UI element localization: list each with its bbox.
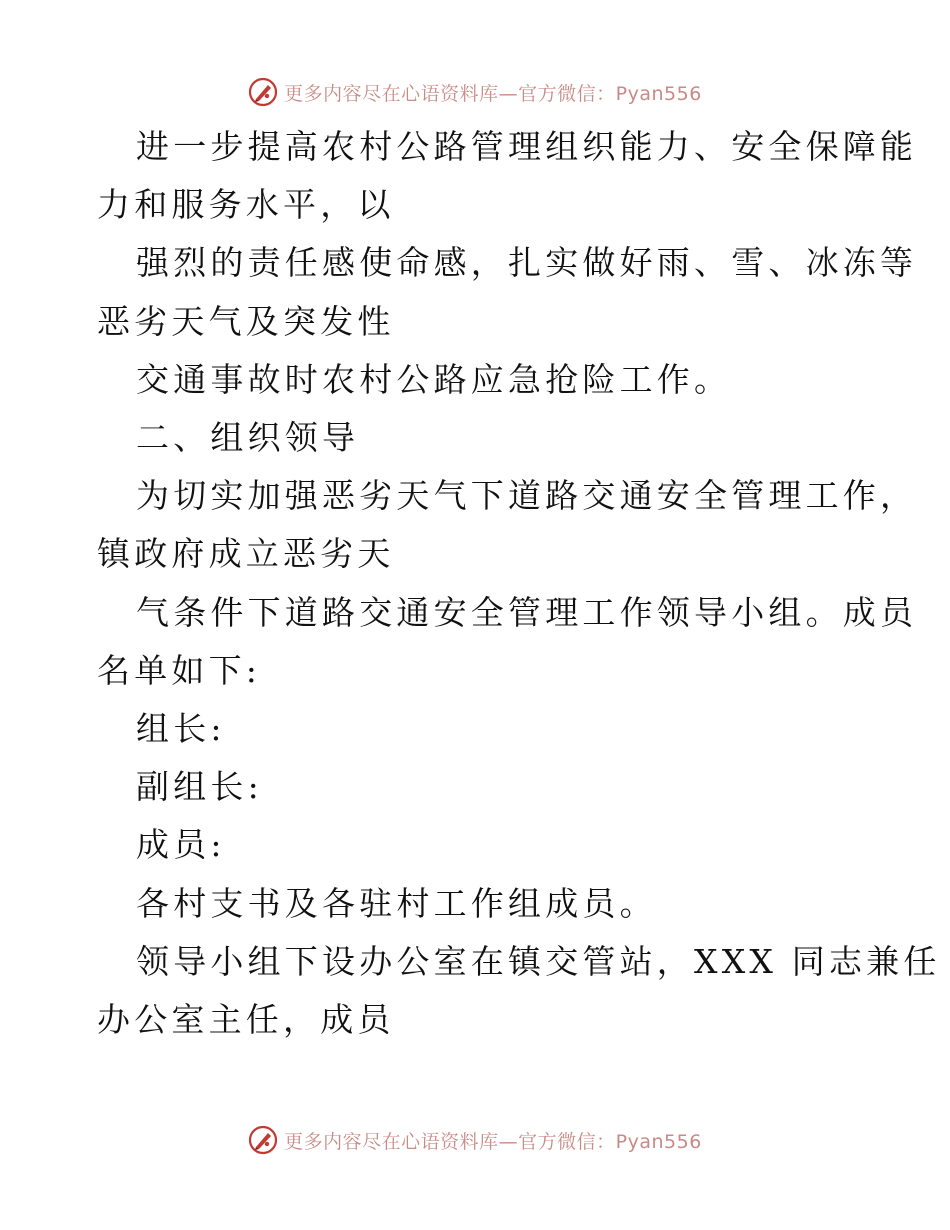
text-line: 进一步提高农村公路管理组织能力、安全保障能 xyxy=(136,127,918,166)
text-line: 领导小组下设办公室在镇交管站，XXX 同志兼任 xyxy=(136,941,941,981)
header-watermark xyxy=(0,72,950,112)
pen-logo-icon xyxy=(248,77,278,107)
watermark-text: 更多内容尽在心语资料库—官方微信：Pyan556 xyxy=(284,82,702,105)
text-line: 为切实加强恶劣天气下道路交通安全管理工作， xyxy=(136,476,918,516)
text-line: 强烈的责任感使命感，扎实做好雨、雪、冰冻等 xyxy=(136,243,918,283)
text-line: 恶劣天气及突发性 xyxy=(97,301,395,341)
text-line: 气条件下道路交通安全管理工作领导小组。成员 xyxy=(136,592,918,632)
text-line: 组长: xyxy=(136,709,226,748)
text-line: 办公室主任，成员 xyxy=(97,1000,395,1039)
text-line: 镇政府成立恶劣天 xyxy=(97,534,395,574)
text-line: 各村支书及各驻村工作组成员。 xyxy=(136,883,657,923)
text-line: 副组长: xyxy=(136,767,263,807)
text-line: 力和服务水平，以 xyxy=(97,185,395,225)
text-line: 名单如下: xyxy=(97,650,262,690)
text-line: 交通事故时农村公路应急抢险工作。 xyxy=(136,359,732,399)
footer-watermark xyxy=(0,1120,950,1160)
text-line: 二、组织领导 xyxy=(136,418,360,457)
pen-logo-icon xyxy=(248,1125,278,1155)
watermark-text: 更多内容尽在心语资料库—官方微信：Pyan556 xyxy=(284,1130,702,1153)
text-line: 成员: xyxy=(136,825,226,865)
